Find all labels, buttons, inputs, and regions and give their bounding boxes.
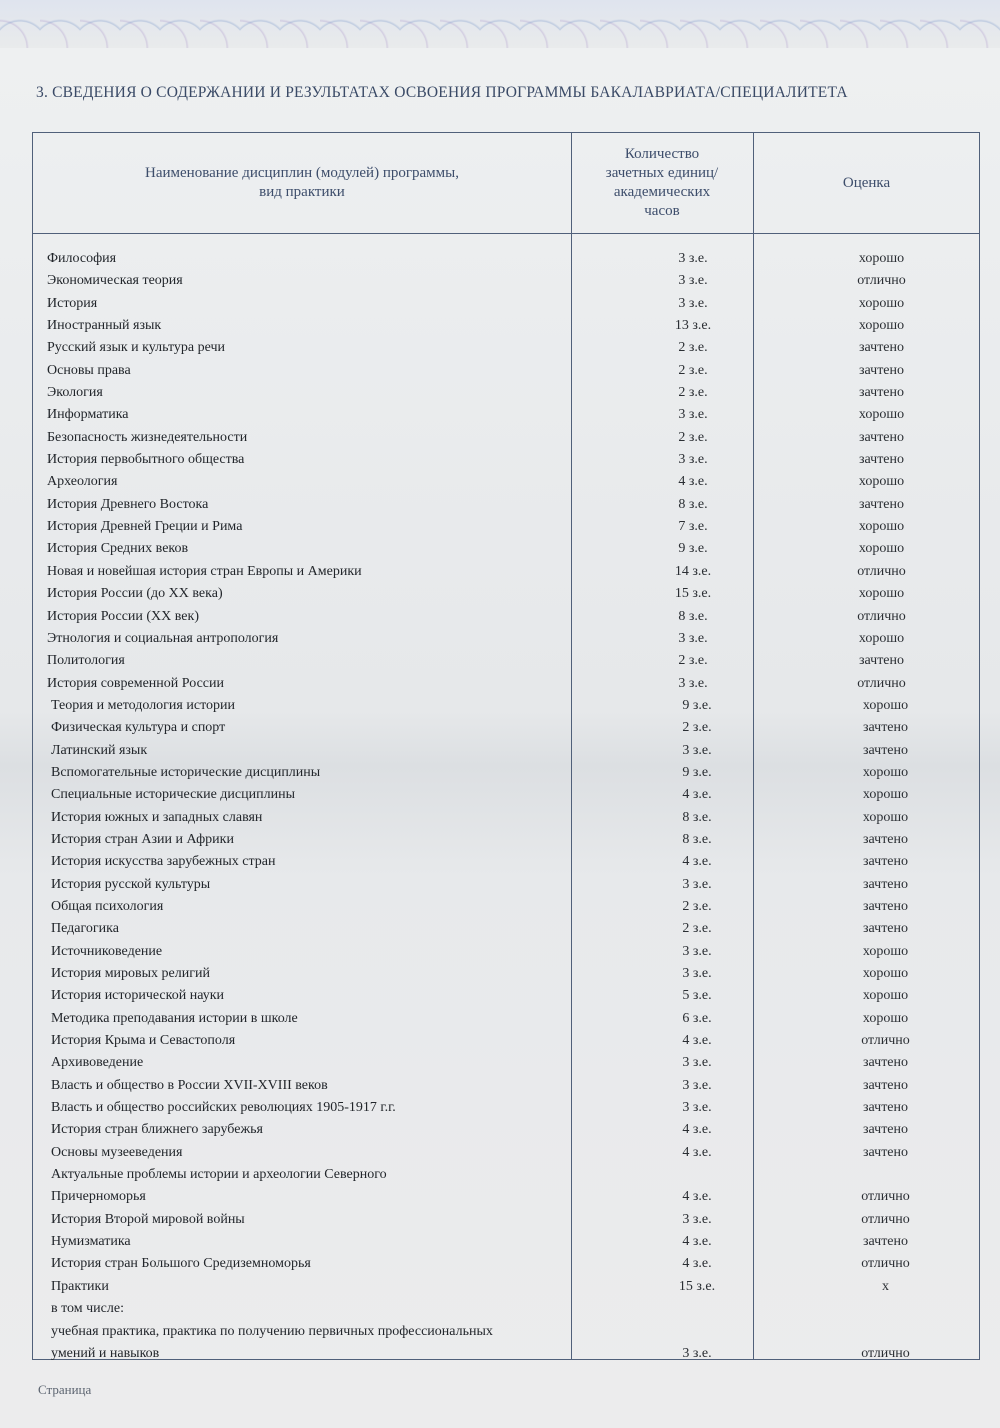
table-row — [33, 562, 981, 584]
course-name: История стран Азии и Африки — [51, 831, 234, 847]
credit-units: 7 з.е. — [678, 519, 708, 535]
grade: зачтено — [862, 854, 909, 870]
table-row — [33, 607, 981, 629]
table-row — [37, 785, 985, 807]
column-header-name-line1: Наименование дисциплин (модулей) программы, — [145, 165, 459, 181]
credit-units: 3 з.е. — [682, 1211, 712, 1227]
header-divider — [33, 233, 979, 234]
course-name: История современной России — [47, 675, 224, 691]
table-row — [37, 696, 985, 718]
course-name: Власть и общество в России XVII-XVIII веков — [51, 1077, 328, 1093]
table-row — [37, 1299, 985, 1321]
grade: зачтено — [862, 742, 909, 758]
grade: отлично — [861, 1211, 910, 1227]
table-row — [37, 1254, 985, 1276]
course-name: Причерноморья — [51, 1189, 146, 1205]
column-header-name-line2: вид практики — [259, 184, 345, 200]
table-row — [33, 584, 981, 606]
grade: хорошо — [858, 251, 905, 266]
grade: хорошо — [862, 787, 909, 803]
course-name: История южных и западных славян — [51, 809, 263, 825]
credit-units: 8 з.е. — [678, 608, 708, 624]
page-footer: Страница — [38, 1382, 92, 1397]
grade: отлично — [861, 1256, 910, 1272]
grade: хорошо — [858, 474, 905, 490]
credit-units: 2 з.е. — [678, 385, 708, 401]
credit-units: 5 з.е. — [682, 988, 712, 1004]
course-name: История искусства зарубежных стран — [51, 854, 276, 870]
credit-units: 3 з.е. — [678, 407, 708, 423]
course-name: История мировых религий — [51, 966, 210, 981]
table-row — [37, 808, 985, 830]
credit-units: 3 з.е. — [682, 1345, 712, 1361]
credit-units: 6 з.е. — [682, 1010, 712, 1026]
table-row — [37, 763, 985, 785]
table-row — [33, 249, 981, 271]
grade: хорошо — [862, 943, 909, 959]
grade: хорошо — [862, 1010, 909, 1026]
course-name: Теория и методология истории — [51, 697, 235, 713]
course-name: Основы музееведения — [51, 1144, 183, 1160]
table-row — [37, 741, 985, 763]
credit-units: 3 з.е. — [678, 251, 708, 266]
credit-units: 2 з.е. — [678, 653, 708, 669]
column-header-name — [33, 133, 571, 233]
column-header-units-line4: часов — [644, 203, 680, 219]
course-name: Политология — [47, 653, 125, 669]
credit-units: 3 з.е. — [678, 675, 708, 691]
credit-units: 15 з.е. — [678, 1278, 716, 1294]
credit-units: 9 з.е. — [682, 764, 712, 780]
credit-units: 4 з.е. — [682, 1234, 712, 1250]
table-row — [33, 361, 981, 383]
course-name: История Средних веков — [47, 541, 189, 557]
grade: хорошо — [858, 318, 905, 334]
credit-units: 2 з.е. — [682, 720, 712, 736]
grade: хорошо — [862, 988, 909, 1004]
course-name: Нумизматика — [51, 1234, 131, 1250]
table-row — [37, 919, 985, 941]
table-row — [37, 1098, 985, 1120]
grade: отлично — [857, 608, 906, 624]
credit-units: 8 з.е. — [678, 496, 708, 512]
grade: зачтено — [858, 496, 905, 512]
table-row — [37, 1344, 985, 1366]
grade: хорошо — [858, 541, 905, 557]
grade: зачтено — [862, 1122, 909, 1138]
course-name: Специальные исторические дисциплины — [51, 787, 295, 803]
credit-units: 4 з.е. — [682, 1033, 712, 1049]
grade: зачтено — [858, 385, 905, 401]
credit-units: 2 з.е. — [682, 898, 712, 914]
column-header-units — [571, 133, 753, 233]
table-row — [37, 1009, 985, 1031]
credit-units: 3 з.е. — [682, 1055, 712, 1071]
grade: хорошо — [862, 966, 909, 981]
course-name: Археология — [47, 474, 118, 490]
credit-units: 3 з.е. — [678, 452, 708, 468]
table-row — [33, 271, 981, 293]
table-row — [37, 942, 985, 964]
course-name: Экология — [47, 385, 103, 401]
course-name: История русской культуры — [51, 876, 211, 892]
credit-units: 4 з.е. — [682, 854, 712, 870]
security-pattern — [0, 0, 1000, 48]
course-name: История первобытного общества — [47, 452, 245, 468]
credit-units: 8 з.е. — [682, 809, 712, 825]
grade: отлично — [857, 273, 906, 289]
course-name: Основы права — [47, 362, 131, 378]
credit-units: 3 з.е. — [682, 876, 712, 892]
course-name: История России (до XX века) — [47, 586, 223, 602]
column-header-units-line3: академических — [613, 184, 711, 200]
grade: зачтено — [858, 653, 905, 669]
course-name: Физическая культура и спорт — [51, 720, 226, 736]
table-row — [37, 1143, 985, 1165]
course-name: История стран ближнего зарубежья — [51, 1122, 263, 1138]
table-row — [33, 674, 981, 696]
grade: зачтено — [862, 876, 909, 892]
grade: зачтено — [862, 720, 909, 736]
grade: зачтено — [862, 898, 909, 914]
grade: хорошо — [858, 295, 905, 311]
grade: зачтено — [862, 1077, 909, 1093]
grade: отлично — [857, 675, 906, 691]
credit-units: 3 з.е. — [678, 273, 708, 289]
course-name: Архивоведение — [51, 1055, 144, 1071]
table-row — [37, 964, 985, 986]
course-name: Безопасность жизнедеятельности — [47, 429, 248, 445]
credit-units: 4 з.е. — [682, 1256, 712, 1272]
credit-units: 4 з.е. — [682, 787, 712, 803]
credit-units: 8 з.е. — [682, 831, 712, 847]
grade: зачтено — [862, 1055, 909, 1071]
course-name: История России (XX век) — [47, 608, 199, 624]
courses-table — [32, 132, 980, 1360]
table-row — [37, 830, 985, 852]
table-body — [33, 249, 981, 1366]
credit-units: 2 з.е. — [678, 429, 708, 445]
table-row — [37, 1210, 985, 1232]
course-name: Практики — [51, 1278, 109, 1294]
table-row — [37, 1031, 985, 1053]
credit-units: 9 з.е. — [682, 697, 712, 713]
course-name: учебная практика, практика по получению первичных профессиональных — [51, 1323, 493, 1339]
course-name: Методика преподавания истории в школе — [51, 1010, 298, 1026]
table-row — [33, 517, 981, 539]
credit-units: 3 з.е. — [678, 295, 708, 311]
credit-units: 3 з.е. — [678, 630, 708, 646]
grade: зачтено — [858, 429, 905, 445]
grade: отлично — [861, 1033, 910, 1049]
course-name: Иностранный язык — [47, 318, 162, 334]
credit-units: 4 з.е. — [682, 1122, 712, 1138]
credit-units: 15 з.е. — [674, 586, 712, 602]
credit-units: 2 з.е. — [682, 921, 712, 937]
grade: зачтено — [862, 831, 909, 847]
grade: зачтено — [862, 921, 909, 937]
table-row — [37, 1187, 985, 1209]
column-header-grade-label: Оценка — [842, 174, 891, 191]
grade: зачтено — [862, 1100, 909, 1116]
grade: х — [882, 1278, 889, 1294]
table-row — [37, 1322, 985, 1344]
course-name: Власть и общество российских революциях 1905-1917 г.г. — [51, 1100, 396, 1116]
course-name: Вспомогательные исторические дисциплины — [51, 764, 321, 780]
course-name: История Древнего Востока — [47, 496, 209, 512]
column-header-units-line2: зачетных единиц/ — [605, 165, 719, 181]
table-row — [33, 450, 981, 472]
table-row — [33, 651, 981, 673]
grade: хорошо — [858, 586, 905, 602]
grade: хорошо — [862, 809, 909, 825]
course-name: Философия — [47, 251, 117, 266]
course-name: История Древней Греции и Рима — [47, 519, 243, 535]
course-name: Русский язык и культура речи — [47, 340, 226, 356]
table-row — [37, 1120, 985, 1142]
table-row — [33, 294, 981, 316]
table-row — [33, 428, 981, 450]
course-name: в том числе: — [51, 1301, 124, 1317]
grade: отлично — [861, 1189, 910, 1205]
credit-units: 3 з.е. — [682, 1100, 712, 1116]
table-row — [33, 383, 981, 405]
course-name: Педагогика — [51, 921, 119, 937]
table-row — [37, 1277, 985, 1299]
credit-units: 13 з.е. — [674, 318, 712, 334]
credit-units: 3 з.е. — [682, 1077, 712, 1093]
table-row — [37, 986, 985, 1008]
table-row — [33, 316, 981, 338]
grade: зачтено — [862, 1234, 909, 1250]
grade: хорошо — [862, 697, 909, 713]
table-row — [33, 338, 981, 360]
course-name: Экономическая теория — [47, 273, 183, 289]
section-heading: 3. СВЕДЕНИЯ О СОДЕРЖАНИИ И РЕЗУЛЬТАТАХ ОСВОЕНИЯ ПРОГРАММЫ БАКАЛАВРИАТА/СПЕЦИАЛИТЕТА — [36, 84, 848, 101]
table-row — [33, 629, 981, 651]
grade: хорошо — [858, 630, 905, 646]
table-row — [37, 852, 985, 874]
credit-units: 9 з.е. — [678, 541, 708, 557]
table-row — [33, 472, 981, 494]
credit-units: 3 з.е. — [682, 943, 712, 959]
table-row — [33, 405, 981, 427]
column-header-grade — [753, 133, 980, 233]
course-name: Латинский язык — [51, 742, 148, 758]
course-name: История исторической науки — [51, 988, 225, 1004]
grade: отлично — [857, 563, 906, 579]
table-row — [37, 897, 985, 919]
grade: зачтено — [862, 1144, 909, 1160]
credit-units: 3 з.е. — [682, 742, 712, 758]
course-name: История — [47, 295, 98, 311]
credit-units: 3 з.е. — [682, 966, 712, 981]
grade: хорошо — [862, 764, 909, 780]
table-row — [33, 495, 981, 517]
course-name: Общая психология — [51, 898, 164, 914]
credit-units: 4 з.е. — [682, 1189, 712, 1205]
credit-units: 14 з.е. — [674, 563, 712, 579]
course-name: Новая и новейшая история стран Европы и Америки — [47, 563, 362, 579]
table-row — [37, 1053, 985, 1075]
table-row — [37, 875, 985, 897]
course-name: Источниковедение — [51, 943, 163, 959]
credit-units: 4 з.е. — [682, 1144, 712, 1160]
table-row — [37, 718, 985, 740]
grade: хорошо — [858, 407, 905, 423]
credit-units: 2 з.е. — [678, 340, 708, 356]
course-name: История стран Большого Средиземноморья — [51, 1256, 311, 1272]
grade: отлично — [861, 1345, 910, 1361]
table-row — [37, 1076, 985, 1098]
course-name: Этнология и социальная антропология — [47, 630, 279, 646]
course-name: Информатика — [47, 407, 129, 423]
credit-units: 4 з.е. — [678, 474, 708, 490]
grade: зачтено — [858, 452, 905, 468]
credit-units: 2 з.е. — [678, 362, 708, 378]
course-name: умений и навыков — [51, 1345, 160, 1361]
course-name: История Второй мировой войны — [51, 1211, 245, 1227]
table-row — [33, 539, 981, 561]
course-name: Актуальные проблемы истории и археологии Северного — [51, 1167, 387, 1183]
course-name: История Крыма и Севастополя — [51, 1033, 236, 1049]
table-row — [37, 1165, 985, 1187]
table-row — [37, 1232, 985, 1254]
grade: зачтено — [858, 340, 905, 356]
grade: хорошо — [858, 519, 905, 535]
grade: зачтено — [858, 362, 905, 378]
column-header-units-line1: Количество — [624, 146, 700, 162]
